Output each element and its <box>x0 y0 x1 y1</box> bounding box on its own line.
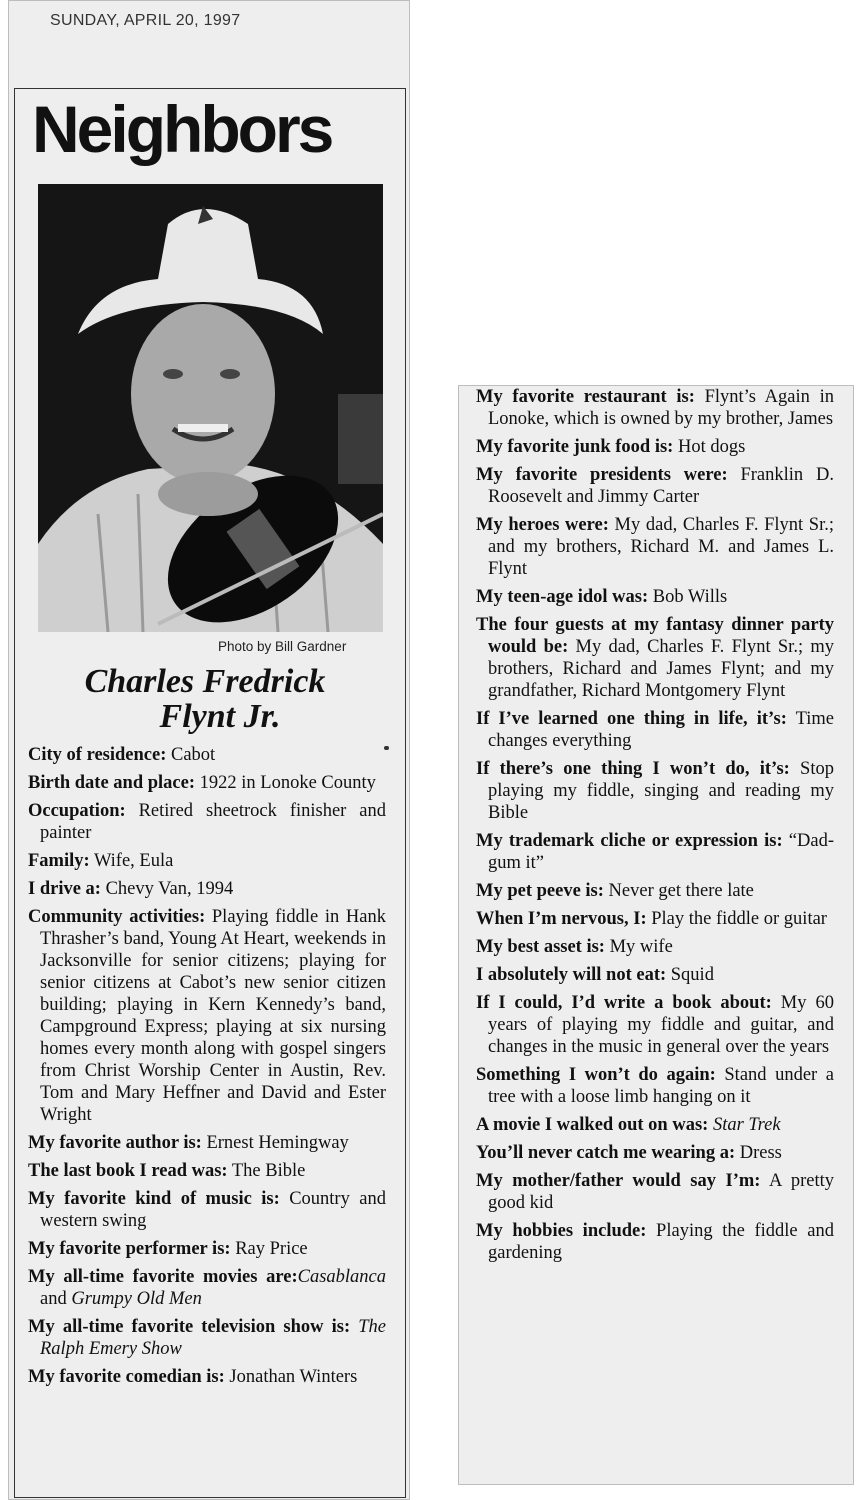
qa-entry <box>476 758 834 824</box>
qa-entry <box>476 1064 834 1108</box>
qa-answer: Squid <box>666 965 714 985</box>
qa-answer: Chevy Van, 1994 <box>100 879 234 899</box>
masthead: Neighbors <box>32 92 332 166</box>
qa-entry <box>476 964 834 986</box>
qa-question: City of residence: <box>28 745 167 765</box>
qa-entry <box>476 436 834 458</box>
name-line-2: Flynt Jr. <box>159 698 281 735</box>
qa-question: My mother/father would say I’m: <box>476 1171 761 1191</box>
qa-question: My favorite presidents were: <box>476 465 728 485</box>
portrait-photo <box>38 184 383 632</box>
qa-answer-title: Casablanca <box>297 1267 386 1287</box>
qa-question: My all-time favorite movies are: <box>28 1267 298 1287</box>
qa-entry <box>476 614 834 702</box>
qa-entry <box>28 800 386 844</box>
qa-question: My best asset is: <box>476 937 605 957</box>
qa-question: I drive a: <box>28 879 101 899</box>
qa-entry <box>476 830 834 874</box>
qa-entry <box>476 1220 834 1264</box>
qa-entry <box>28 1266 386 1310</box>
qa-answer: Ernest Hemingway <box>201 1133 349 1153</box>
name-line-1: Charles Fredrick <box>84 663 326 700</box>
qa-entry <box>28 906 386 1126</box>
qa-answer: A pretty good kid <box>488 1171 834 1213</box>
qa-answer: Wife, Eula <box>89 851 174 871</box>
qa-question: My all-time favorite television show is: <box>28 1317 351 1337</box>
qa-answer: Flynt’s Again in Lonoke, which is owned by my brother, James <box>488 387 834 429</box>
qa-answer: Country and western swing <box>40 1189 386 1231</box>
qa-entry <box>476 586 834 608</box>
qa-entry <box>476 936 834 958</box>
qa-answer: My 60 years of playing my fiddle and guitar, and changes in the music in general over the years <box>488 993 835 1057</box>
dateline: SUNDAY, APRIL 20, 1997 <box>50 12 241 29</box>
qa-entry <box>28 850 386 872</box>
qa-question: Community activities: <box>28 907 206 927</box>
person-name <box>30 664 380 734</box>
qa-question: If there’s one thing I won’t do, it’s: <box>476 759 790 779</box>
qa-question: A movie I walked out on was: <box>476 1115 709 1135</box>
qa-answer: Franklin D. Roosevelt and Jimmy Carter <box>488 465 834 507</box>
qa-answer: Stop playing my fiddle, singing and reading my Bible <box>488 759 834 823</box>
qa-question: Family: <box>28 851 90 871</box>
qa-question: My favorite performer is: <box>28 1239 231 1259</box>
qa-entry <box>28 878 386 900</box>
qa-answer: The Bible <box>227 1161 306 1181</box>
qa-question: My favorite restaurant is: <box>476 387 695 407</box>
qa-entry <box>476 708 834 752</box>
qa-question: My favorite author is: <box>28 1133 202 1153</box>
qa-question: My trademark cliche or expression is: <box>476 831 783 851</box>
qa-question: My pet peeve is: <box>476 881 604 901</box>
qa-question: My favorite junk food is: <box>476 437 674 457</box>
qa-answer-joiner: and <box>40 1289 72 1309</box>
qa-entry <box>476 386 834 430</box>
qa-entry <box>28 1366 386 1388</box>
photo-credit: Photo by Bill Gardner <box>218 639 347 654</box>
qa-question: My hobbies include: <box>476 1221 647 1241</box>
qa-answer-title: Grumpy Old Men <box>71 1289 202 1309</box>
qa-answer-title: The Ralph Emery Show <box>40 1317 387 1359</box>
qa-question: My favorite comedian is: <box>28 1367 225 1387</box>
qa-entry <box>476 1114 834 1136</box>
qa-answer: Playing fiddle in Hank Thrasher’s band, Young At Heart, weekends in Jacksonville for senior citizens; playing for senior citizens at Cabot’s new senior citizen building; playing in Kern Kennedy’s band, Campground Express; playing at six nursing homes every month along with gospel singers from Christ Worship Center in Austin, Rev. Tom and Mary Heffner and David and Ester Wright <box>40 907 386 1125</box>
qa-answer-title: Star Trek <box>712 1115 781 1135</box>
qa-entry <box>28 1160 386 1182</box>
qa-question: If I could, I’d write a book about: <box>476 993 772 1013</box>
qa-answer: Never get there late <box>603 881 754 901</box>
qa-entry <box>476 908 834 930</box>
qa-question: The four guests at my fantasy dinner party would be: <box>476 615 834 657</box>
qa-question: Birth date and place: <box>28 773 196 793</box>
left-qa-column <box>28 744 386 1394</box>
qa-answer: Jonathan Winters <box>224 1367 358 1387</box>
qa-entry <box>28 1132 386 1154</box>
qa-answer: “Dad-gum it” <box>488 831 834 873</box>
qa-answer: Retired sheetrock finisher and painter <box>40 801 386 843</box>
qa-question: I absolutely will not eat: <box>476 965 667 985</box>
qa-question: If I’ve learned one thing in life, it’s: <box>476 709 787 729</box>
qa-answer: My dad, Charles F. Flynt Sr.; my brothers, Richard and James Flynt; and my grandfather, Richard Montgomery Flynt <box>488 637 834 701</box>
qa-answer: My dad, Charles F. Flynt Sr.; and my brothers, Richard M. and James L. Flynt <box>488 515 834 579</box>
qa-question: My teen-age idol was: <box>476 587 649 607</box>
qa-answer: Hot dogs <box>673 437 746 457</box>
qa-answer: Time changes everything <box>488 709 834 751</box>
qa-answer: Stand under a tree with a loose limb hanging on it <box>488 1065 834 1107</box>
qa-entry <box>28 1316 386 1360</box>
qa-entry <box>476 514 834 580</box>
qa-entry <box>476 1170 834 1214</box>
qa-entry <box>28 1238 386 1260</box>
qa-question: My heroes were: <box>476 515 609 535</box>
qa-entry <box>28 772 386 794</box>
qa-answer: My wife <box>604 937 673 957</box>
qa-answer: Cabot <box>166 745 216 765</box>
qa-entry <box>476 880 834 902</box>
qa-answer: Dress <box>735 1143 782 1163</box>
qa-question: When I’m nervous, I: <box>476 909 647 929</box>
qa-question: Occupation: <box>28 801 126 821</box>
qa-question: You’ll never catch me wearing a: <box>476 1143 736 1163</box>
qa-answer: Playing the fiddle and gardening <box>488 1221 834 1263</box>
qa-entry <box>476 464 834 508</box>
qa-entry <box>28 1188 386 1232</box>
qa-answer: Bob Wills <box>648 587 728 607</box>
qa-question: The last book I read was: <box>28 1161 228 1181</box>
qa-entry <box>28 744 386 766</box>
qa-question: My favorite kind of music is: <box>28 1189 280 1209</box>
qa-entry <box>476 1142 834 1164</box>
qa-question: Something I won’t do again: <box>476 1065 716 1085</box>
qa-answer: Ray Price <box>230 1239 308 1259</box>
qa-entry <box>476 992 834 1058</box>
qa-answer: 1922 in Lonoke County <box>195 773 376 793</box>
right-qa-column <box>476 386 834 1270</box>
qa-answer: Play the fiddle or guitar <box>646 909 827 929</box>
